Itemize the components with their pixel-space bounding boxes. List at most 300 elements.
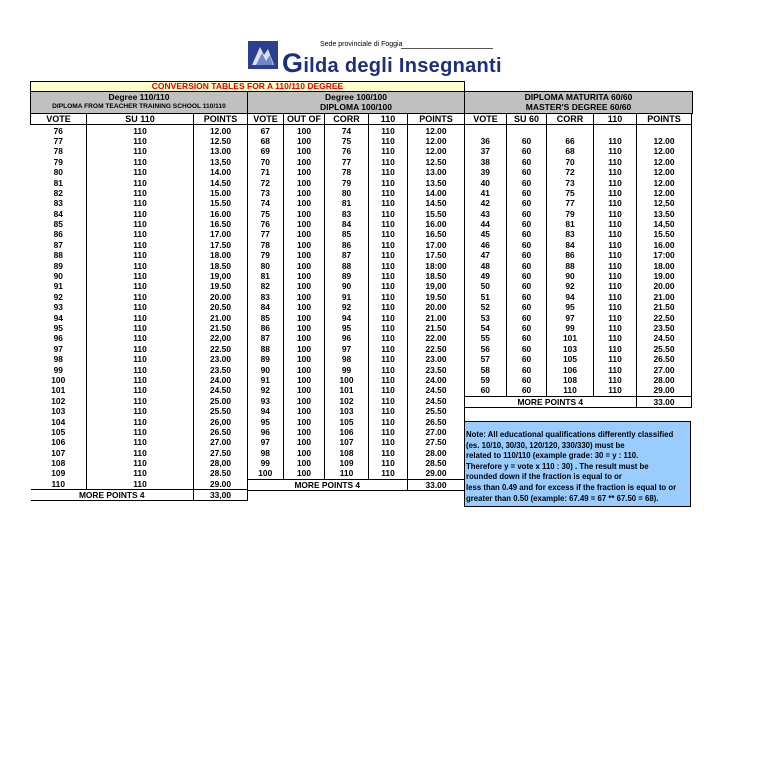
note-line: Note: All educational qualifications differently classified (466, 430, 674, 439)
table-cell: 98 (325, 354, 369, 364)
table-cell: 77 (248, 229, 284, 239)
table-cell: 110 (594, 188, 637, 198)
table-cell: 100 (284, 188, 325, 198)
table-cell: 110 (87, 354, 194, 364)
table-row (248, 260, 465, 270)
table-row (31, 209, 248, 219)
table-cell: 100 (284, 323, 325, 333)
table-row (248, 198, 465, 208)
table-cell: 110 (594, 146, 637, 156)
table-cell: 58 (465, 364, 507, 374)
table-cell: 14.50 (194, 177, 248, 187)
table-cell: 23.50 (408, 364, 465, 374)
table-cell: 15.50 (408, 209, 465, 219)
table-cell: 110 (594, 323, 637, 333)
table-row (248, 375, 465, 385)
table-row (465, 219, 692, 229)
table-cell: 110 (87, 375, 194, 385)
table-cell: 67 (248, 125, 284, 136)
brand-subtitle: Sede provinciale di Foggia (320, 41, 403, 48)
table-row (248, 333, 465, 343)
table-cell: 100 (284, 281, 325, 291)
table-cell: 12.00 (194, 125, 248, 136)
table-cell: 110 (87, 229, 194, 239)
table-cell: 100 (284, 177, 325, 187)
table-cell (507, 125, 547, 136)
table-cell: 110 (594, 312, 637, 322)
table-row (465, 333, 692, 343)
table-cell: 12.00 (408, 146, 465, 156)
table-cell: 21.50 (637, 302, 692, 312)
table-row (248, 385, 465, 395)
table-cell: 110 (87, 292, 194, 302)
table-cell: 20.00 (637, 281, 692, 291)
table-row (248, 281, 465, 291)
table-row (248, 136, 465, 146)
table-row (31, 240, 248, 250)
table-row (248, 250, 465, 260)
table-cell: 88 (547, 260, 594, 270)
table-row (31, 458, 248, 468)
table-cell: 79 (325, 177, 369, 187)
table-row (31, 198, 248, 208)
table-cell: 106 (547, 364, 594, 374)
table-cell: 110 (369, 458, 408, 468)
table-cell: 110 (594, 177, 637, 187)
table-cell: 110 (87, 344, 194, 354)
table-cell: 98 (248, 448, 284, 458)
table-cell: 90 (547, 271, 594, 281)
table-cell: 105 (31, 427, 87, 437)
table-cell: 100 (284, 302, 325, 312)
table-cell: 20.50 (194, 302, 248, 312)
table-row (465, 146, 692, 156)
table-row (248, 416, 465, 426)
table-row (248, 177, 465, 187)
table-row (31, 302, 248, 312)
table-cell: 85 (31, 219, 87, 229)
table-cell: 93 (31, 302, 87, 312)
table-cell: 24.50 (408, 385, 465, 395)
table-row (465, 385, 692, 396)
table-cell: 101 (547, 333, 594, 343)
table-cell: 75 (547, 188, 594, 198)
middle-conversion-table (247, 113, 465, 491)
table-cell: 110 (369, 125, 408, 136)
table-row (465, 312, 692, 322)
table-cell: 110 (594, 229, 637, 239)
table-cell: 92 (547, 281, 594, 291)
table-row (31, 416, 248, 426)
table-cell: 79 (547, 209, 594, 219)
table-cell: 24.50 (637, 333, 692, 343)
table-row (248, 344, 465, 354)
table-cell: 37 (465, 146, 507, 156)
table-cell: 110 (87, 396, 194, 406)
table-cell: 100 (284, 416, 325, 426)
table-cell: 60 (507, 375, 547, 385)
table-cell: 60 (507, 240, 547, 250)
table-cell: 100 (284, 292, 325, 302)
table-cell: 100 (284, 448, 325, 458)
table-cell: 100 (284, 333, 325, 343)
table-cell: 110 (369, 281, 408, 291)
table-row (465, 281, 692, 291)
table-cell: 110 (594, 344, 637, 354)
table-cell: 97 (31, 344, 87, 354)
table-row (31, 157, 248, 167)
table-cell: 71 (248, 167, 284, 177)
table-cell: 109 (31, 468, 87, 478)
table-cell: 28.50 (408, 458, 465, 468)
table-cell: 16.00 (408, 219, 465, 229)
table-cell: 26.50 (194, 427, 248, 437)
table-cell: 95 (547, 302, 594, 312)
note-line: greater than 0.50 (example: 67.49 = 67 ** 67.50 = 68). (466, 493, 659, 503)
table-row (31, 125, 248, 136)
table-cell: 60 (507, 167, 547, 177)
table-cell: 97 (547, 312, 594, 322)
table-cell: 92 (31, 292, 87, 302)
table-cell: 83 (31, 198, 87, 208)
table-cell: 19.50 (194, 281, 248, 291)
table-cell: 17.50 (408, 250, 465, 260)
table-cell: 110 (547, 385, 594, 396)
table-cell: 76 (325, 146, 369, 156)
table-cell: 87 (31, 240, 87, 250)
table-cell: 110 (87, 209, 194, 219)
table-row (248, 146, 465, 156)
table-cell: 110 (369, 427, 408, 437)
table-cell: 79 (248, 250, 284, 260)
table-header-row (31, 114, 248, 125)
table-cell: 42 (465, 198, 507, 208)
table-cell: 110 (87, 302, 194, 312)
brand-name-rest: ilda degli Insegnanti (303, 55, 502, 77)
right-header-title: DIPLOMA MATURITA 60/60 (524, 92, 633, 102)
table-cell: 78 (31, 146, 87, 156)
table-cell: 94 (248, 406, 284, 416)
table-cell: 60 (507, 344, 547, 354)
table-row (31, 333, 248, 343)
table-cell: 110 (87, 219, 194, 229)
table-cell: 92 (325, 302, 369, 312)
table-cell: 110 (87, 125, 194, 136)
table-cell: 60 (507, 229, 547, 239)
table-cell: 60 (507, 281, 547, 291)
conversion-title: CONVERSION TABLES FOR A 110/110 DEGREE (30, 81, 465, 92)
table-cell: 60 (507, 177, 547, 187)
more-points-row (248, 479, 465, 490)
table-cell: 14.50 (408, 198, 465, 208)
table-cell: 50 (465, 281, 507, 291)
table-cell: 60 (507, 292, 547, 302)
table-cell: 28.00 (637, 375, 692, 385)
table-row (248, 364, 465, 374)
left-section-header (30, 91, 248, 114)
table-cell: 100 (284, 240, 325, 250)
table-row (31, 292, 248, 302)
table-row (31, 364, 248, 374)
table-cell: 38 (465, 157, 507, 167)
table-cell: 86 (248, 323, 284, 333)
table-cell: 13,50 (194, 157, 248, 167)
middle-header-title: Degree 100/100 (325, 92, 387, 102)
table-cell: 49 (465, 271, 507, 281)
note-box (464, 421, 691, 507)
table-row (248, 437, 465, 447)
table-cell: 109 (325, 458, 369, 468)
table-cell: 110 (369, 177, 408, 187)
table-row (465, 292, 692, 302)
table-cell: 77 (31, 136, 87, 146)
table-row (31, 375, 248, 385)
table-row (248, 354, 465, 364)
table-cell: 18:00 (408, 260, 465, 270)
more-points-row (465, 396, 692, 407)
table-cell (637, 125, 692, 136)
table-cell: 36 (465, 136, 507, 146)
table-row (31, 250, 248, 260)
table-cell: 110 (369, 448, 408, 458)
table-cell: 73 (547, 177, 594, 187)
table-cell: 16.50 (194, 219, 248, 229)
table-cell: 81 (547, 219, 594, 229)
table-row (31, 219, 248, 229)
table-cell: 102 (325, 396, 369, 406)
table-cell: 75 (248, 209, 284, 219)
table-cell: 110 (594, 157, 637, 167)
table-cell: 87 (248, 333, 284, 343)
table-cell: 100 (248, 468, 284, 479)
table-cell: 95 (31, 323, 87, 333)
table-cell: 27.00 (408, 427, 465, 437)
column-header: 110 (369, 114, 408, 125)
table-row (465, 209, 692, 219)
table-cell: 110 (594, 260, 637, 270)
table-cell: 23.50 (194, 364, 248, 374)
table-cell: 60 (507, 250, 547, 260)
table-cell: 27.50 (408, 437, 465, 447)
table-cell: 12.50 (408, 157, 465, 167)
table-cell: 90 (325, 281, 369, 291)
table-cell: 24.50 (408, 396, 465, 406)
table-cell: 54 (465, 323, 507, 333)
table-cell: 110 (369, 240, 408, 250)
brand-name (282, 48, 502, 79)
table-row (31, 323, 248, 333)
table-cell: 25.00 (194, 396, 248, 406)
table-cell: 16.00 (194, 209, 248, 219)
table-cell: 18.00 (194, 250, 248, 260)
table-cell: 59 (465, 375, 507, 385)
table-cell: 108 (325, 448, 369, 458)
table-cell: 86 (547, 250, 594, 260)
table-cell: 17.50 (194, 240, 248, 250)
table-row (465, 125, 692, 136)
table-cell: 70 (248, 157, 284, 167)
table-cell: 110 (369, 167, 408, 177)
table-row (31, 229, 248, 239)
table-cell: 12.00 (408, 136, 465, 146)
table-cell: 101 (325, 385, 369, 395)
table-cell: 100 (284, 427, 325, 437)
table-cell: 12.00 (637, 167, 692, 177)
table-cell: 110 (369, 344, 408, 354)
table-row (248, 157, 465, 167)
table-cell: 110 (369, 437, 408, 447)
table-cell: 48 (465, 260, 507, 270)
table-cell: 110 (369, 385, 408, 395)
table-cell: 84 (325, 219, 369, 229)
table-cell: 100 (284, 146, 325, 156)
table-cell: 15.50 (194, 198, 248, 208)
column-header: POINTS (194, 114, 248, 125)
table-cell: 44 (465, 219, 507, 229)
table-cell: 100 (284, 364, 325, 374)
table-row (31, 427, 248, 437)
table-row (31, 188, 248, 198)
brand-header (248, 38, 502, 78)
table-cell: 83 (325, 209, 369, 219)
table-cell: 66 (547, 136, 594, 146)
table-row (465, 344, 692, 354)
table-cell (594, 125, 637, 136)
table-cell: 80 (31, 167, 87, 177)
table-cell: 100 (284, 437, 325, 447)
table-cell: 22,00 (194, 333, 248, 343)
table-row (465, 250, 692, 260)
table-row (248, 396, 465, 406)
table-cell: 12.50 (194, 136, 248, 146)
table-cell: 88 (31, 250, 87, 260)
table-row (31, 396, 248, 406)
table-row (31, 271, 248, 281)
table-cell: 110 (369, 354, 408, 364)
table-cell: 110 (87, 448, 194, 458)
table-cell: 60 (507, 219, 547, 229)
table-row (31, 146, 248, 156)
table-row (465, 177, 692, 187)
table-cell: 100 (284, 229, 325, 239)
table-cell: 110 (594, 385, 637, 396)
table-cell: 14,50 (637, 219, 692, 229)
table-cell: 81 (248, 271, 284, 281)
table-cell: 76 (248, 219, 284, 229)
table-cell: 88 (248, 344, 284, 354)
table-cell: 84 (547, 240, 594, 250)
table-row (465, 167, 692, 177)
left-conversion-table (30, 113, 248, 501)
column-header: SU 110 (87, 114, 194, 125)
table-row (31, 281, 248, 291)
table-cell: 84 (248, 302, 284, 312)
table-cell: 105 (325, 416, 369, 426)
table-cell: 97 (248, 437, 284, 447)
note-line: less than 0.49 and for excess if the fraction is equal to or (466, 482, 677, 492)
table-cell: 60 (507, 385, 547, 396)
table-cell: 20.00 (408, 302, 465, 312)
table-cell: 110 (369, 146, 408, 156)
table-cell: 77 (547, 198, 594, 208)
table-cell: 29.00 (408, 468, 465, 479)
table-cell: 89 (248, 354, 284, 364)
table-cell: 60 (507, 209, 547, 219)
table-cell: 12.00 (637, 136, 692, 146)
table-cell: 110 (369, 292, 408, 302)
table-row (465, 157, 692, 167)
table-cell: 93 (248, 396, 284, 406)
table-cell: 100 (284, 167, 325, 177)
table-cell: 110 (594, 240, 637, 250)
table-cell: 82 (31, 188, 87, 198)
table-row (31, 354, 248, 364)
table-cell: 41 (465, 188, 507, 198)
table-cell: 108 (547, 375, 594, 385)
logo-icon (248, 41, 278, 69)
table-cell: 45 (465, 229, 507, 239)
table-cell: 100 (284, 198, 325, 208)
brand-initial: G (282, 48, 304, 78)
middle-header-subtitle: DIPLOMA 100/100 (320, 102, 392, 112)
table-cell: 76 (31, 125, 87, 136)
table-cell: 99 (325, 364, 369, 374)
table-cell: 53 (465, 312, 507, 322)
table-cell: 15.50 (637, 229, 692, 239)
table-cell: 103 (325, 406, 369, 416)
table-cell: 12.00 (637, 188, 692, 198)
column-header: OUT OF (284, 114, 325, 125)
more-points-value: 33,00 (194, 490, 248, 501)
table-cell: 56 (465, 344, 507, 354)
table-cell: 26,00 (194, 416, 248, 426)
table-cell: 86 (31, 229, 87, 239)
table-cell: 110 (369, 260, 408, 270)
table-cell: 110 (87, 458, 194, 468)
table-cell: 68 (547, 146, 594, 156)
table-cell: 99 (248, 458, 284, 468)
table-cell: 20.00 (194, 292, 248, 302)
table-row (31, 406, 248, 416)
table-cell: 110 (31, 479, 87, 490)
table-cell: 110 (87, 240, 194, 250)
table-cell: 98 (31, 354, 87, 364)
table-cell: 106 (325, 427, 369, 437)
table-cell: 16.50 (408, 229, 465, 239)
column-header: VOTE (465, 114, 507, 125)
table-cell: 60 (507, 146, 547, 156)
table-cell: 110 (87, 364, 194, 374)
table-cell: 81 (325, 198, 369, 208)
table-cell: 17.00 (194, 229, 248, 239)
table-cell: 110 (87, 416, 194, 426)
table-cell: 83 (547, 229, 594, 239)
table-cell: 19,00 (408, 281, 465, 291)
table-cell: 77 (325, 157, 369, 167)
table-row (31, 479, 248, 490)
table-cell: 75 (325, 136, 369, 146)
table-cell: 17.00 (408, 240, 465, 250)
table-row (31, 167, 248, 177)
table-row (248, 271, 465, 281)
table-cell: 60 (507, 364, 547, 374)
table-cell: 94 (547, 292, 594, 302)
table-cell: 29.00 (637, 385, 692, 396)
table-cell: 18.00 (637, 260, 692, 270)
table-row (465, 188, 692, 198)
table-cell: 91 (325, 292, 369, 302)
column-header: POINTS (637, 114, 692, 125)
